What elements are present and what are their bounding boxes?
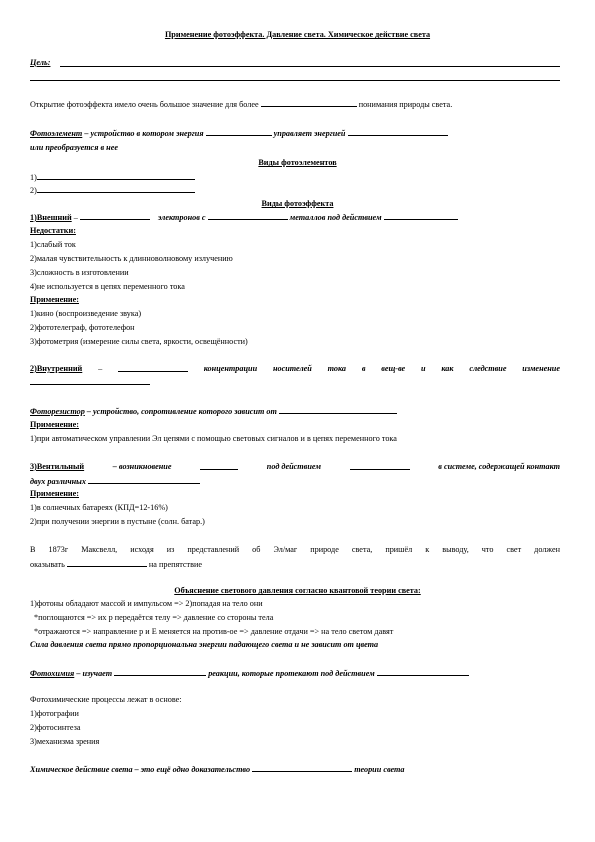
- effect-types-heading: Виды фотоэффекта: [261, 199, 334, 208]
- external-effect: [30, 212, 458, 223]
- external-blank-2[interactable]: [208, 212, 288, 220]
- list-item: 1)кино (воспроизведение звука): [30, 309, 142, 318]
- word: – возникновение: [112, 462, 172, 471]
- valve-blank-1[interactable]: [200, 462, 238, 470]
- valve-effect: [30, 462, 560, 472]
- internal-effect: [30, 364, 560, 374]
- word: природе: [310, 545, 339, 554]
- application-heading: Применение:: [30, 295, 79, 304]
- photochemistry-part1: – изучает: [76, 669, 113, 678]
- photoresistor-definition: [30, 406, 397, 417]
- dash: –: [98, 364, 103, 373]
- word: света,: [351, 545, 373, 554]
- goal-label: Цель:: [30, 58, 51, 67]
- word: представлений: [187, 545, 240, 554]
- internal-term: 2)Внутренний: [30, 364, 83, 373]
- intro-after: понимания природы света.: [358, 100, 453, 109]
- list-item: 4)не используется в цепях переменного тока: [30, 282, 185, 291]
- intro-blank[interactable]: [261, 99, 357, 107]
- list-item: *поглощаются => их p передаётся телу => давление со стороны тела: [34, 613, 274, 622]
- list-item: 1)фотографии: [30, 709, 79, 718]
- intro-sentence: [30, 99, 452, 110]
- photoelement-type-2-blank[interactable]: [37, 185, 195, 193]
- word: изменение: [522, 364, 560, 373]
- photoelement-type-1: [30, 172, 195, 183]
- word: в системе, содержащей контакт: [438, 462, 560, 471]
- word: об: [252, 545, 261, 554]
- list-item: 1)фотоны обладают массой и импульсом => 2)попадая на тело они: [30, 599, 263, 608]
- photochemistry-part2: реакции, которые протекают под действием: [208, 669, 375, 678]
- external-term: 1)Внешний: [30, 213, 72, 222]
- photoelement-blank-2[interactable]: [348, 128, 448, 136]
- word: как: [441, 364, 454, 373]
- word: вещ-ве: [381, 364, 406, 373]
- photoresistor-term: Фоторезистор: [30, 407, 85, 416]
- photochemistry-term: Фотохимия: [30, 669, 75, 678]
- photoelement-term: Фотоэлемент: [30, 129, 83, 138]
- photoelement-line2: или преобразуется в нее: [30, 143, 118, 152]
- word: пришёл: [385, 545, 413, 554]
- photochemistry-definition: [30, 668, 469, 679]
- word: Эл/маг: [273, 545, 298, 554]
- maxwell-line2-after: на препятствие: [148, 560, 202, 569]
- list-item: 2)малая чувствительность к длинноволновому излучению: [30, 254, 233, 263]
- word: должен: [534, 545, 560, 554]
- internal-blank-2[interactable]: [30, 384, 150, 385]
- word: выводу,: [442, 545, 469, 554]
- intro-before: Открытие фотоэффекта имело очень большое значение для более: [30, 100, 259, 109]
- external-blank-3[interactable]: [384, 212, 458, 220]
- valve-blank-3[interactable]: [88, 476, 200, 484]
- goal-blank-2[interactable]: [30, 80, 560, 81]
- maxwell-line2-before: оказывать: [30, 560, 65, 569]
- list-item: 2)при получении энергии в пустыне (солн. батар.): [30, 517, 205, 526]
- list-item: *отражаются => направление p и E меняется на против-ое => давление отдачи => на тело светом давят: [34, 627, 394, 636]
- list-item: 3)механизма зрения: [30, 737, 100, 746]
- pressure-heading: Объяснение светового давления согласно квантовой теории света:: [174, 586, 421, 595]
- chemical-action-blank[interactable]: [252, 764, 352, 772]
- word: концентрации: [203, 364, 258, 373]
- photoelement-part2: управляет энергией: [273, 129, 346, 138]
- dash: –: [73, 213, 78, 222]
- item-number: 2): [30, 186, 37, 195]
- disadvantages-heading: Недостатки:: [30, 226, 76, 235]
- word: 1873г: [48, 545, 69, 554]
- maxwell-blank[interactable]: [67, 559, 147, 567]
- word: В: [30, 545, 36, 554]
- list-item: 2)фотосинтеза: [30, 723, 81, 732]
- word: из: [166, 545, 175, 554]
- chemical-action-after: теории света: [354, 765, 405, 774]
- valve-line2: [30, 476, 200, 487]
- photoelement-blank-1[interactable]: [206, 128, 272, 136]
- valve-blank-2[interactable]: [350, 462, 410, 470]
- pressure-conclusion: Сила давления света прямо пропорциональна энергии падающего света и не зависит от цвета: [30, 640, 379, 649]
- photochemistry-blank-2[interactable]: [377, 668, 469, 676]
- word: тока: [327, 364, 347, 373]
- maxwell-line2: [30, 559, 202, 570]
- external-end: металлов под действием: [289, 213, 382, 222]
- item-number: 1): [30, 173, 37, 182]
- word: Максвелл,: [81, 545, 118, 554]
- valve-line2-text: двух различных: [30, 477, 86, 486]
- list-item: 1)при автоматическом управлении Эл цепями с помощью световых сигналов и в цепях переменного тока: [30, 434, 397, 443]
- photoelement-types-heading: Виды фотоэлементов: [258, 158, 337, 167]
- list-item: 1)слабый ток: [30, 240, 76, 249]
- word: что: [481, 545, 494, 554]
- maxwell-paragraph: [30, 545, 560, 555]
- list-item: 3)фотометрия (измерение силы света, яркости, освещённости): [30, 337, 248, 346]
- internal-effect-line: [30, 364, 560, 374]
- list-item: 1)в солнечных батареях (КПД=12-16%): [30, 503, 168, 512]
- word: исходя: [130, 545, 154, 554]
- external-mid: электронов с: [157, 213, 206, 222]
- list-item: 3)сложность в изготовлении: [30, 268, 129, 277]
- word: в: [361, 364, 366, 373]
- valve-effect-line: [30, 462, 560, 472]
- word: к: [425, 545, 430, 554]
- photoelement-definition: [30, 128, 448, 139]
- word: носителей: [272, 364, 312, 373]
- photoresistor-text: – устройство, сопротивление которого зависит от: [86, 407, 277, 416]
- word: и: [420, 364, 426, 373]
- word: следствие: [469, 364, 507, 373]
- internal-blank-1[interactable]: [118, 364, 188, 372]
- processes-heading: Фотохимические процессы лежат в основе:: [30, 695, 182, 704]
- photochemistry-blank-1[interactable]: [114, 668, 206, 676]
- valve-term: 3)Вентильный: [30, 462, 85, 471]
- chemical-action-before: Химическое действие света – это ещё одно доказательство: [30, 765, 251, 774]
- photoelement-type-2: [30, 185, 195, 196]
- valve-application-heading: Применение:: [30, 489, 79, 498]
- word: свет: [506, 545, 522, 554]
- photoresistor-blank[interactable]: [279, 406, 397, 414]
- maxwell-line1: [30, 545, 560, 555]
- photoelement-type-1-blank[interactable]: [37, 172, 195, 180]
- goal-blank-1[interactable]: [60, 66, 560, 67]
- external-blank-1[interactable]: [80, 212, 150, 220]
- list-item: 2)фототелеграф, фототелефон: [30, 323, 135, 332]
- page-title: Применение фотоэффекта. Давление света. Химическое действие света: [164, 30, 431, 39]
- photoresistor-application-heading: Применение:: [30, 420, 79, 429]
- photoelement-part1: – устройство в котором энергия: [84, 129, 204, 138]
- word: под действием: [266, 462, 321, 471]
- chemical-action-sentence: [30, 764, 405, 775]
